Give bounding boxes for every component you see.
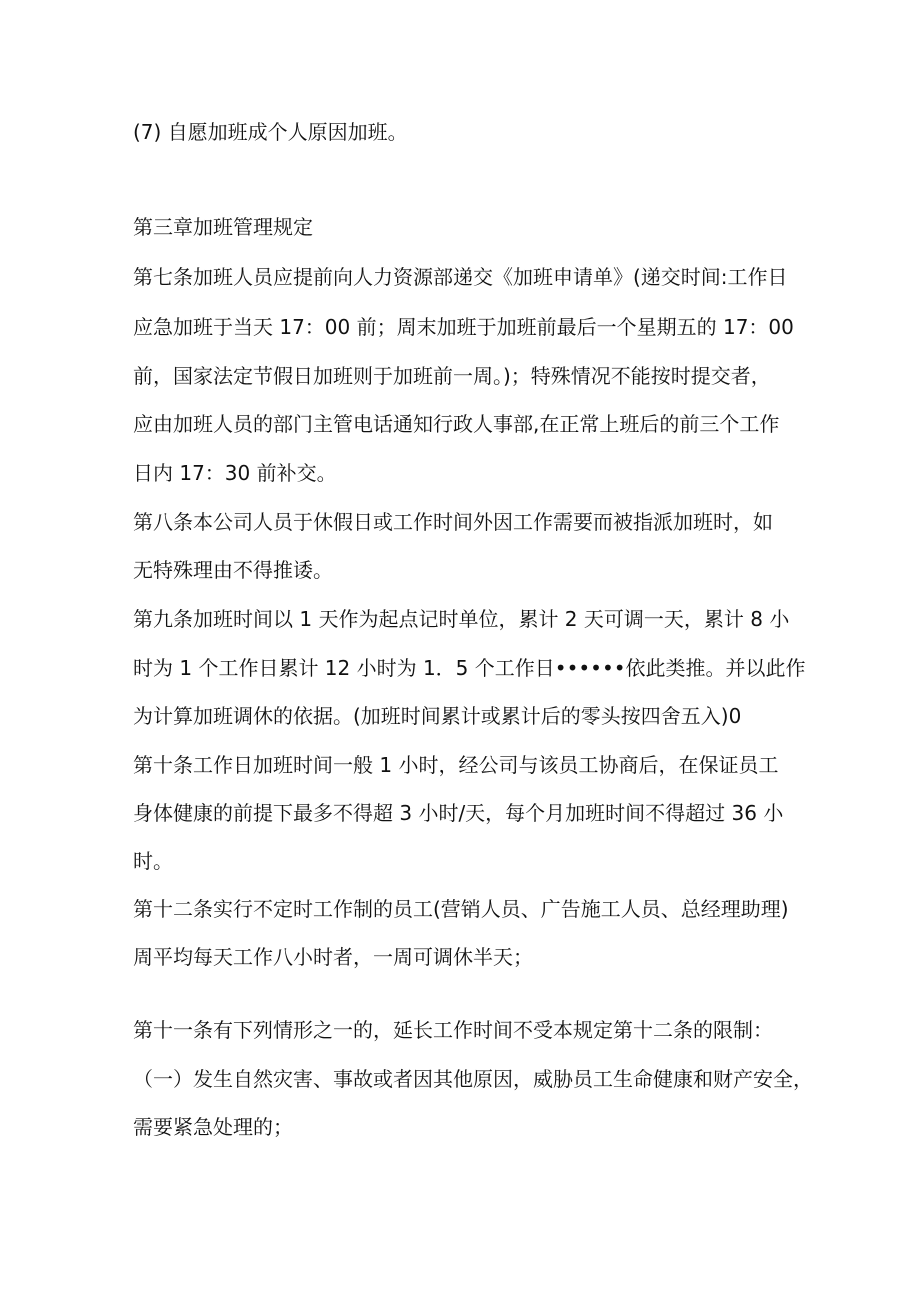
text-line: 需要紧急处理的； xyxy=(133,1115,293,1139)
text-line: 第七条加班人员应提前向人力资源部递交《加班申请单》(递交时间:工作日 xyxy=(133,265,788,289)
text-line: （一）发生自然灾害、事故或者因其他原因，威胁员工生命健康和财产安全， xyxy=(133,1067,813,1091)
text-line: 应急加班于当天 17：00 前；周末加班于加班前最后一个星期五的 17：00 xyxy=(133,315,794,339)
text-line: 第十二条实行不定时工作制的员工(营销人员、广告施工人员、总经理助理) xyxy=(133,897,789,921)
text-line: 应由加班人员的部门主管电话通知行政人事部,在正常上班后的前三个工作 xyxy=(133,412,780,436)
text-line: 第十条工作日加班时间一般 1 小时，经公司与该员工协商后，在保证员工 xyxy=(133,753,779,777)
text-line: 身体健康的前提下最多不得超 3 小时/天，每个月加班时间不得超过 36 小 xyxy=(133,801,784,825)
text-line: 时。 xyxy=(133,849,173,873)
text-line: 为计算加班调休的依据。(加班时间累计或累计后的零头按四舍五入)0 xyxy=(133,704,742,728)
text-line: 第八条本公司人员于休假日或工作时间外因工作需要而被指派加班时，如 xyxy=(133,510,773,534)
text-line: 周平均每天工作八小时者，一周可调休半天； xyxy=(133,945,533,969)
text-line: 无特殊理由不得推诿。 xyxy=(133,558,333,582)
section-heading: 第三章加班管理规定 xyxy=(133,215,313,239)
text-line: 前，国家法定节假日加班则于加班前一周。)；特殊情况不能按时提交者， xyxy=(133,364,771,388)
text-line: 时为 1 个工作日累计 12 小时为 1．5 个工作日••••••依此类推。并以此作 xyxy=(133,656,806,680)
text-line: 日内 17：30 前补交。 xyxy=(133,461,337,485)
text-line: (7) 自愿加班成个人原因加班。 xyxy=(133,120,408,144)
text-line: 第九条加班时间以 1 天作为起点记时单位，累计 2 天可调一天，累计 8 小 xyxy=(133,607,790,631)
text-line: 第十一条有下列情形之一的，延长工作时间不受本规定第十二条的限制： xyxy=(133,1018,773,1042)
